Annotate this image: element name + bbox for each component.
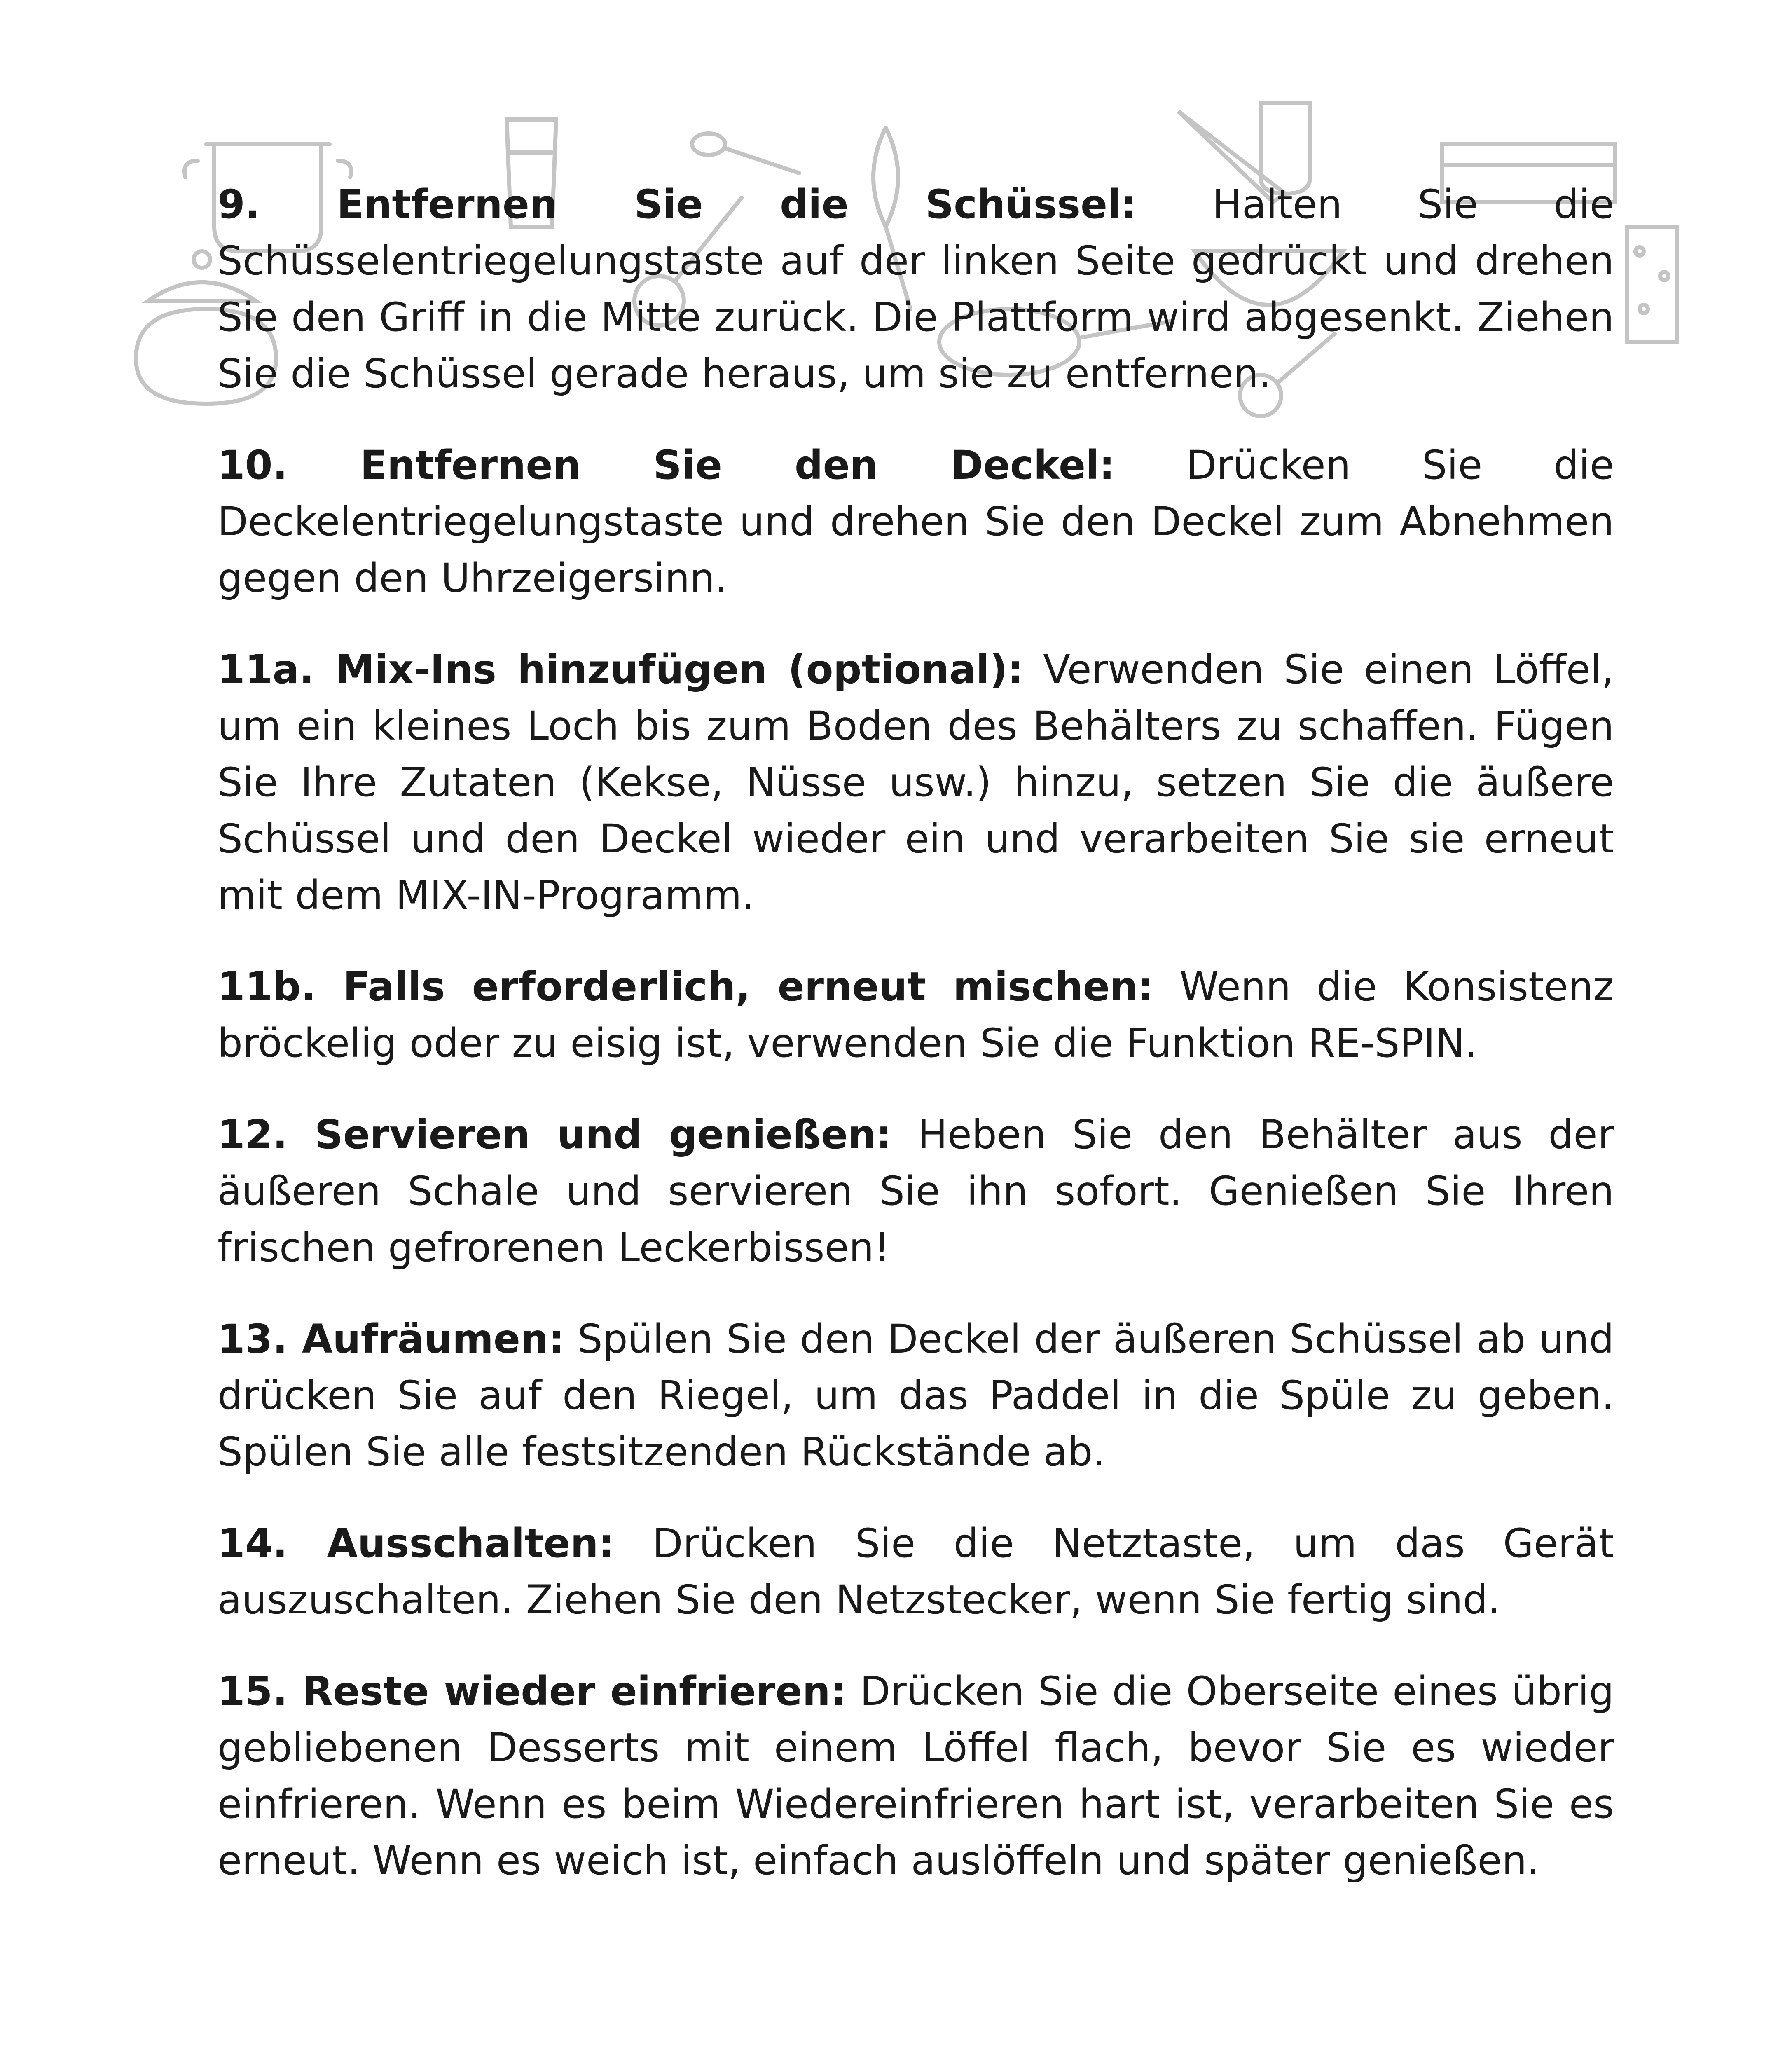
step-text: Drücken Sie die Netztaste, um das Gerät auszuschalten. Ziehen Sie den Netzstecker, wenn Sie fertig sind. <box>218 1520 1614 1623</box>
instruction-step-14 <box>218 1515 1614 1628</box>
step-heading: 11b. Falls erforderlich, erneut mischen: <box>218 964 1154 1010</box>
step-heading: 15. Reste wieder einfrieren: <box>218 1668 847 1714</box>
instruction-step-13 <box>218 1311 1614 1480</box>
step-text: Heben Sie den Behälter aus der äußeren Schale und servieren Sie ihn sofort. Genießen Sie Ihren frischen gefrorenen Leckerbissen! <box>218 1112 1614 1271</box>
step-heading: 13. Aufräumen: <box>218 1316 564 1362</box>
instructions-list <box>218 176 1614 1924</box>
instruction-step-11b <box>218 959 1614 1072</box>
instruction-step-11a <box>218 641 1614 924</box>
instruction-step-9 <box>218 176 1614 402</box>
step-text: Spülen Sie den Deckel der äußeren Schüssel ab und drücken Sie auf den Riegel, um das Paddel in die Spüle zu geben. Spülen Sie alle festsitzenden Rückstände ab. <box>218 1316 1614 1475</box>
step-heading: 14. Ausschalten: <box>218 1520 615 1566</box>
step-text: Wenn die Konsistenz bröckelig oder zu eisig ist, verwenden Sie die Funktion RE-SPIN. <box>218 964 1614 1066</box>
grater-icon <box>1627 227 1677 342</box>
step-heading: 11a. Mix-Ins hinzufügen (optional): <box>218 646 1024 693</box>
step-text: Halten Sie die Schüsselentriegelungstaste auf der linken Seite gedrückt und drehen Sie den Griff in die Mitte zurück. Die Plattform wird abgesenkt. Ziehen Sie die Schüssel gerade heraus, um sie zu entfernen. <box>218 181 1614 397</box>
step-heading: 10. Entfernen Sie den Deckel: <box>218 442 1115 488</box>
step-heading: 9. Entfernen Sie die Schüssel: <box>218 181 1137 227</box>
step-text: Drücken Sie die Deckelentriegelungstaste und drehen Sie den Deckel zum Abnehmen gegen den Uhrzeigersinn. <box>218 442 1614 601</box>
step-text: Verwenden Sie einen Löffel, um ein kleines Loch bis zum Boden des Behälters zu schaffen. Fügen Sie Ihre Zutaten (Kekse, Nüsse usw.) hinzu, setzen Sie die äußere Schüssel und den Deckel wieder ein und verarbeiten Sie sie erneut mit dem MIX-IN-Programm. <box>218 646 1614 918</box>
step-text: Drücken Sie die Oberseite eines übrig gebliebenen Desserts mit einem Löffel flach, bevor Sie es wieder einfrieren. Wenn es beim Wiedereinfrieren hart ist, verarbeiten Sie es erneut. Wenn es weich ist, einfach auslöffeln und später genießen. <box>218 1668 1614 1884</box>
instruction-step-15 <box>218 1663 1614 1889</box>
instruction-step-10 <box>218 437 1614 606</box>
instruction-step-12 <box>218 1107 1614 1276</box>
spoon-icon <box>692 133 799 173</box>
step-heading: 12. Servieren und genießen: <box>218 1112 892 1158</box>
